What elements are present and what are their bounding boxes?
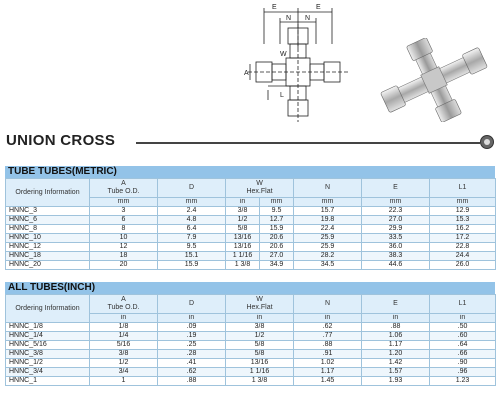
product-photo (372, 38, 496, 122)
ordering-code-cell: HNNC_1 (6, 377, 90, 386)
unit-cell: mm (90, 198, 158, 207)
unit-cell: in (158, 314, 226, 323)
value-cell: 1.02 (294, 359, 362, 368)
value-cell: 27.0 (260, 252, 294, 261)
value-cell: 25.9 (294, 234, 362, 243)
value-cell: .62 (294, 323, 362, 332)
ordering-code-cell: HNNC_20 (6, 261, 90, 270)
header-e: E (362, 295, 430, 314)
unit-cell: mm (294, 198, 362, 207)
value-cell: .90 (430, 359, 496, 368)
ordering-code-cell: HNNC_8 (6, 225, 90, 234)
table-row (6, 368, 496, 377)
value-cell: .19 (158, 332, 226, 341)
table-row (6, 252, 496, 261)
value-cell: .88 (158, 377, 226, 386)
value-cell: .50 (430, 323, 496, 332)
circle-badge-icon (480, 135, 494, 149)
value-cell: 3/4 (90, 368, 158, 377)
header-l1: L1 (430, 179, 496, 198)
value-cell: 19.8 (294, 216, 362, 225)
value-cell: 1/2 (226, 216, 260, 225)
header-a: A Tube O.D. (90, 179, 158, 198)
value-cell: .25 (158, 341, 226, 350)
metric-table (5, 178, 496, 270)
table-row (6, 323, 496, 332)
value-cell: 1.57 (362, 368, 430, 377)
value-cell: 22.3 (362, 207, 430, 216)
value-cell: 13/16 (226, 243, 260, 252)
value-cell: 5/8 (226, 350, 294, 359)
value-cell: 22.4 (294, 225, 362, 234)
value-cell: 1 3/8 (226, 261, 260, 270)
value-cell: 44.6 (362, 261, 430, 270)
value-cell: 9.5 (158, 243, 226, 252)
value-cell: 1.20 (362, 350, 430, 359)
value-cell: 33.5 (362, 234, 430, 243)
value-cell: 1.45 (294, 377, 362, 386)
value-cell: 5/16 (90, 341, 158, 350)
value-cell: 36.0 (362, 243, 430, 252)
header-n: N (294, 295, 362, 314)
value-cell: 1 3/8 (226, 377, 294, 386)
value-cell: 25.9 (294, 243, 362, 252)
ordering-code-cell: HNNC_1/2 (6, 359, 90, 368)
ordering-code-cell: HNNC_5/16 (6, 341, 90, 350)
value-cell: .41 (158, 359, 226, 368)
header-n: N (294, 179, 362, 198)
inch-table (5, 294, 496, 386)
value-cell: 1/4 (90, 332, 158, 341)
unit-cell: in (430, 314, 496, 323)
value-cell: 1/2 (90, 359, 158, 368)
value-cell: 38.3 (362, 252, 430, 261)
value-cell: 15.9 (260, 225, 294, 234)
header-d: D (158, 179, 226, 198)
ordering-code-cell: HNNC_3/8 (6, 350, 90, 359)
value-cell: 6.4 (158, 225, 226, 234)
value-cell: 12.7 (260, 216, 294, 225)
value-cell: 5/8 (226, 225, 260, 234)
value-cell: 34.9 (260, 261, 294, 270)
title-rule (136, 142, 480, 144)
value-cell: 20 (90, 261, 158, 270)
unit-cell: mm (362, 198, 430, 207)
value-cell: 3/8 (226, 207, 260, 216)
drawing-label-n-left: N (286, 15, 292, 22)
value-cell: 3 (90, 207, 158, 216)
value-cell: 9.5 (260, 207, 294, 216)
value-cell: 17.2 (430, 234, 496, 243)
value-cell: 6 (90, 216, 158, 225)
ordering-code-cell: HNNC_18 (6, 252, 90, 261)
table-row (6, 225, 496, 234)
unit-cell: in (294, 314, 362, 323)
value-cell: 16.2 (430, 225, 496, 234)
ordering-code-cell: HNNC_6 (6, 216, 90, 225)
value-cell: 20.6 (260, 234, 294, 243)
section-title-inch: ALL TUBES(INCH) (5, 282, 495, 294)
table-row (6, 234, 496, 243)
value-cell: 12 (90, 243, 158, 252)
value-cell: 24.4 (430, 252, 496, 261)
table-row (6, 207, 496, 216)
header-ordering: Ordering Information (6, 179, 90, 207)
ordering-code-cell: HNNC_1/8 (6, 323, 90, 332)
technical-drawing (228, 4, 368, 124)
value-cell: 1 1/16 (226, 252, 260, 261)
unit-cell: in (226, 314, 294, 323)
table-row (6, 359, 496, 368)
value-cell: .60 (430, 332, 496, 341)
ordering-code-cell: HNNC_3/4 (6, 368, 90, 377)
header-e: E (362, 179, 430, 198)
unit-cell: in (90, 314, 158, 323)
header-w: W Hex.Flat (226, 295, 294, 314)
value-cell: 1.06 (362, 332, 430, 341)
value-cell: 15.7 (294, 207, 362, 216)
value-cell: 29.9 (362, 225, 430, 234)
value-cell: 5/8 (226, 341, 294, 350)
table-row (6, 261, 496, 270)
value-cell: .09 (158, 323, 226, 332)
value-cell: 12.9 (430, 207, 496, 216)
header-w: W Hex.Flat (226, 179, 294, 198)
value-cell: 18 (90, 252, 158, 261)
table-row (6, 341, 496, 350)
value-cell: 27.0 (362, 216, 430, 225)
value-cell: 2.4 (158, 207, 226, 216)
value-cell: .66 (430, 350, 496, 359)
value-cell: 3/8 (226, 323, 294, 332)
table-row (6, 216, 496, 225)
value-cell: .62 (158, 368, 226, 377)
value-cell: 15.9 (158, 261, 226, 270)
value-cell: 13/16 (226, 234, 260, 243)
value-cell: 15.1 (158, 252, 226, 261)
table-row (6, 332, 496, 341)
header-ordering: Ordering Information (6, 295, 90, 323)
value-cell: 1/8 (90, 323, 158, 332)
value-cell: 20.6 (260, 243, 294, 252)
drawing-label-a: A (244, 70, 249, 77)
ordering-code-cell: HNNC_3 (6, 207, 90, 216)
page-title: UNION CROSS (6, 132, 116, 149)
header-d: D (158, 295, 226, 314)
value-cell: 22.8 (430, 243, 496, 252)
ordering-code-cell: HNNC_12 (6, 243, 90, 252)
section-title-metric: TUBE TUBES(METRIC) (5, 166, 495, 178)
value-cell: 1.42 (362, 359, 430, 368)
value-cell: .88 (294, 341, 362, 350)
drawing-label-n-right: N (305, 15, 311, 22)
value-cell: 1.93 (362, 377, 430, 386)
ordering-code-cell: HNNC_10 (6, 234, 90, 243)
value-cell: 1.17 (362, 341, 430, 350)
unit-cell: mm (430, 198, 496, 207)
value-cell: .64 (430, 341, 496, 350)
value-cell: 4.8 (158, 216, 226, 225)
ordering-code-cell: HNNC_1/4 (6, 332, 90, 341)
table-row (6, 243, 496, 252)
value-cell: .28 (158, 350, 226, 359)
header-a: A Tube O.D. (90, 295, 158, 314)
unit-cell: in (362, 314, 430, 323)
value-cell: 34.5 (294, 261, 362, 270)
value-cell: 10 (90, 234, 158, 243)
value-cell: .88 (362, 323, 430, 332)
unit-cell: mm (158, 198, 226, 207)
value-cell: 15.3 (430, 216, 496, 225)
value-cell: 1/2 (226, 332, 294, 341)
value-cell: 3/8 (90, 350, 158, 359)
table-row (6, 350, 496, 359)
value-cell: .91 (294, 350, 362, 359)
value-cell: 1.17 (294, 368, 362, 377)
drawing-label-e-left: E (272, 4, 277, 11)
value-cell: 28.2 (294, 252, 362, 261)
value-cell: .77 (294, 332, 362, 341)
value-cell: 1 (90, 377, 158, 386)
drawing-label-e-right: E (316, 4, 321, 11)
unit-cell: mm (260, 198, 294, 207)
value-cell: 8 (90, 225, 158, 234)
header-l1: L1 (430, 295, 496, 314)
unit-cell: in (226, 198, 260, 207)
table-row (6, 377, 496, 386)
value-cell: 1 1/16 (226, 368, 294, 377)
value-cell: 13/16 (226, 359, 294, 368)
value-cell: 7.9 (158, 234, 226, 243)
drawing-label-l: L (280, 92, 284, 99)
drawing-label-w: W (280, 51, 287, 58)
value-cell: 1.23 (430, 377, 496, 386)
value-cell: 26.0 (430, 261, 496, 270)
metric-rows (6, 207, 496, 270)
inch-rows (6, 323, 496, 386)
value-cell: .96 (430, 368, 496, 377)
